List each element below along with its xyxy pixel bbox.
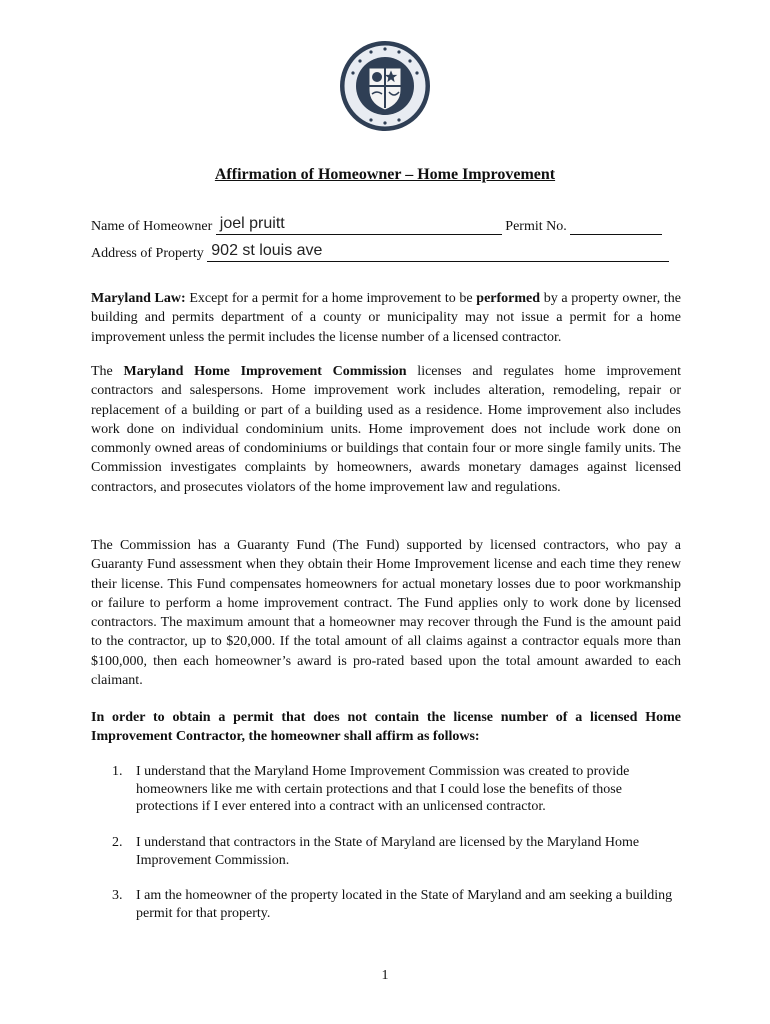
homeowner-field[interactable] — [216, 215, 502, 235]
homeowner-label: Name of Homeowner — [91, 219, 213, 234]
address-field[interactable] — [207, 242, 669, 262]
list-item-number: 3. — [112, 888, 123, 903]
law-heading: Maryland Law: — [91, 291, 186, 306]
homeowner-row — [91, 215, 662, 235]
list-item-text: I understand that the Maryland Home Improvement Commission was created to provide homeowners like me with certain protections and that I could lose the benefits of those protections if I ever entered into a contract with an unlicensed contractor. — [136, 764, 630, 814]
address-row — [91, 242, 669, 262]
law-emphasis: performed — [476, 291, 541, 306]
maryland-law-paragraph — [91, 289, 681, 347]
list-item — [112, 763, 682, 816]
commission-text-b: licenses and regulates home improvement contractors and salespersons. Home improvement work includes alteration, remodeling, repair or replacement of a building or part of a building used as a residence. Home improvement also includes work done on individual condominium units. Home improvement does not include work done on commonly owned areas of condominiums or buildings that contain four or more single family units. The Commission investigates complaints by homeowners, awards monetary damages against licensed contractors, and prosecutes violators of the home improvement law and regulations. — [91, 364, 681, 495]
commission-name: Maryland Home Improvement Commission — [123, 364, 407, 379]
law-text-a: Except for a permit for a home improvement to be — [185, 291, 477, 306]
address-label: Address of Property — [91, 246, 204, 261]
homeowner-value: joel pruitt — [219, 215, 285, 232]
town-seal-logo — [339, 40, 431, 132]
list-item — [112, 834, 682, 869]
list-item-text: I am the homeowner of the property located in the State of Maryland and am seeking a building permit for that property. — [136, 888, 673, 921]
commission-text-a: The — [91, 364, 124, 379]
affirm-heading: In order to obtain a permit that does not contain the license number of a licensed Home Improvement Contractor, the homeowner shall affirm as follows: — [91, 710, 681, 745]
law-text-b: by a property owner, the building and permits department of a county or municipality may not issue a permit for a home improvement unless the permit includes the license number of a licensed contractor. — [91, 291, 682, 345]
permit-label: Permit No. — [505, 219, 567, 234]
list-item-number: 1. — [112, 764, 123, 779]
guaranty-fund-paragraph: The Commission has a Guaranty Fund (The Fund) supported by licensed contractors, who pay a Guaranty Fund assessment when they obtain their Home Improvement license and each time they renew their license. This Fund compensates homeowners for actual monetary losses due to poor workmanship or failure to perform a home improvement contract. The Fund applies only to work done by licensed contractors. The maximum amount that a homeowner may recover through the Fund is the amount paid to the contractor, up to $20,000. If the total amount of all claims against a contractor equals more than $100,000, then each homeowner’s award is pro-rated based upon the total amount awarded to each claimant. — [91, 538, 681, 689]
list-item — [112, 887, 682, 922]
address-value: 902 st louis ave — [211, 242, 323, 259]
page-number: 1 — [381, 968, 389, 983]
permit-field[interactable] — [570, 218, 662, 235]
commission-paragraph — [91, 362, 681, 497]
document-title: Affirmation of Homeowner – Home Improvement — [214, 166, 556, 183]
list-item-text: I understand that contractors in the State of Maryland are licensed by the Maryland Home Improvement Commission. — [136, 835, 640, 868]
list-item-number: 2. — [112, 835, 123, 850]
